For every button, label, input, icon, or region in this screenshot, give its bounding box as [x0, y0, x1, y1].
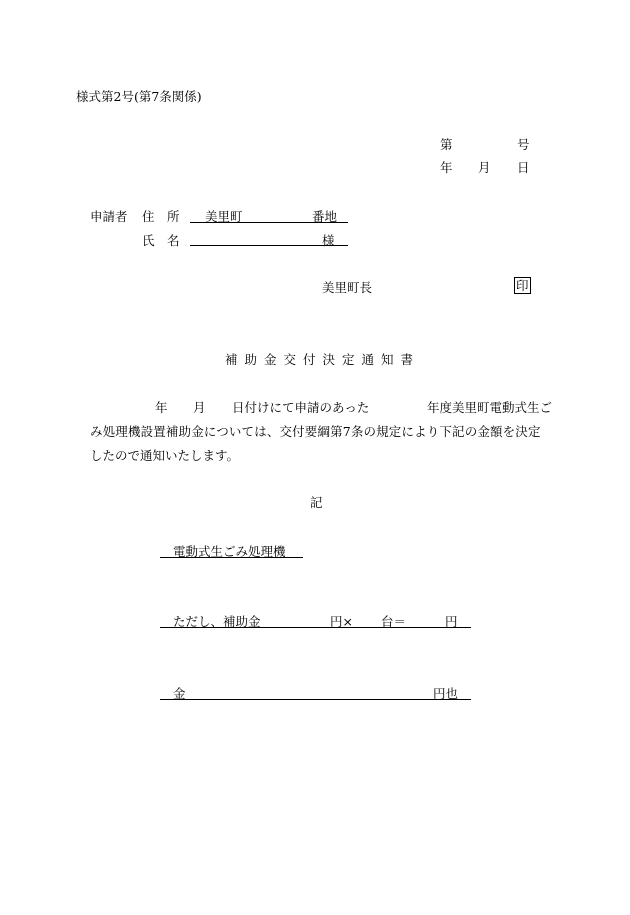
issuer-title: 美里町長: [322, 280, 373, 295]
calc-yen: 円: [445, 614, 458, 629]
body-line1-end: 年度美里町電動式生ご: [427, 400, 553, 415]
record-mark: 記: [310, 495, 323, 510]
form-label: 様式第2号(第7条関係): [76, 89, 202, 104]
name-underline: [190, 245, 348, 246]
date-year: 年: [440, 160, 453, 175]
item-underline: [160, 557, 303, 558]
calc-prefix: ただし、補助金: [173, 614, 261, 629]
body-line3: したので通知いたします。: [90, 448, 240, 463]
doc-number-suffix: 号: [517, 137, 530, 152]
calc-units-eq: 台＝: [381, 614, 407, 629]
date-day: 日: [517, 160, 530, 175]
item-name: 電動式生ごみ処理機: [173, 544, 286, 559]
address-town: 美里町: [205, 209, 243, 224]
date-month: 月: [478, 160, 491, 175]
body-month: 月: [193, 400, 206, 415]
doc-title: 補助金交付決定通知書: [225, 352, 421, 367]
amount-label: 金: [173, 686, 186, 701]
body-line2: み処理機設置補助金については、交付要綱第7条の規定により下記の金額を決定: [90, 424, 541, 439]
address-label: 住 所: [142, 209, 180, 224]
body-year: 年: [155, 400, 168, 415]
amount-underline: [160, 699, 471, 700]
calc-yen-times: 円×: [330, 614, 353, 629]
name-suffix: 様: [322, 233, 335, 248]
calc-underline: [160, 627, 471, 628]
applicant-label: 申請者: [90, 209, 128, 224]
doc-number-prefix: 第: [440, 137, 453, 152]
body-line1-mid: 日付けにて申請のあった: [232, 400, 370, 415]
address-suffix: 番地: [312, 209, 338, 224]
amount-suffix: 円也: [433, 686, 459, 701]
seal-mark: 印: [516, 278, 529, 293]
address-underline: [190, 222, 348, 223]
name-label: 氏 名: [142, 233, 180, 248]
